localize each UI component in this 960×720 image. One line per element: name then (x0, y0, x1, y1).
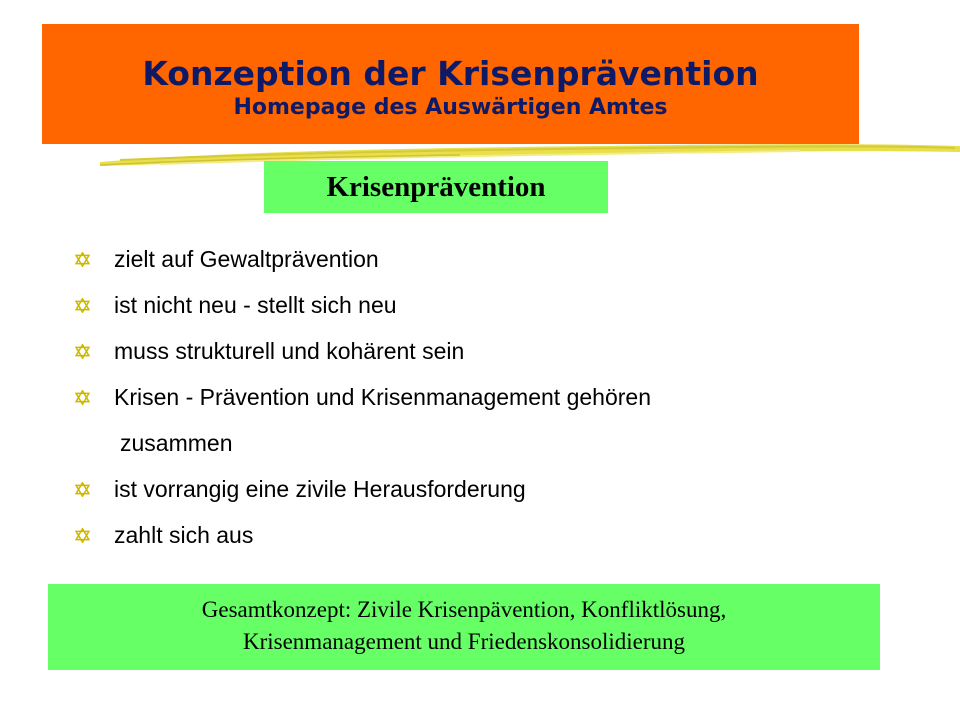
slide-subtitle: Homepage des Auswärtigen Amtes (233, 95, 668, 120)
list-item (75, 236, 935, 282)
summary-line-2: Krisenmanagement und Friedenskonsolidierung (242, 629, 686, 654)
bullet-text: muss strukturell und kohärent sein (114, 338, 465, 364)
bullet-text: ist nicht neu - stellt sich neu (114, 292, 397, 318)
list-item (75, 282, 935, 328)
star-of-david-icon (75, 390, 90, 405)
star-of-david-icon (75, 252, 90, 267)
bullet-text: Krisen - Prävention und Krisenmanagement gehören (114, 384, 651, 410)
title-box (42, 24, 859, 144)
section-heading: Krisenprävention (264, 161, 608, 213)
bullet-list (75, 236, 935, 558)
star-of-david-icon (75, 298, 90, 313)
bullet-text: ist vorrangig eine zivile Herausforderung (114, 476, 526, 502)
list-item (75, 512, 935, 558)
list-item-continuation (75, 420, 935, 466)
slide-title: Konzeption der Krisenprävention (142, 54, 759, 93)
summary-line-1: Gesamtkonzept: Zivile Krisenpävention, Konfliktlösung, (201, 597, 727, 622)
star-of-david-icon (75, 344, 90, 359)
bullet-text: zahlt sich aus (114, 522, 254, 548)
star-of-david-icon (75, 482, 90, 497)
list-item (75, 328, 935, 374)
list-item (75, 466, 935, 512)
star-of-david-icon (75, 528, 90, 543)
bullet-text: zielt auf Gewaltprävention (114, 246, 379, 272)
summary-box (48, 584, 880, 670)
bullet-text: zusammen (120, 430, 233, 456)
list-item (75, 374, 935, 420)
